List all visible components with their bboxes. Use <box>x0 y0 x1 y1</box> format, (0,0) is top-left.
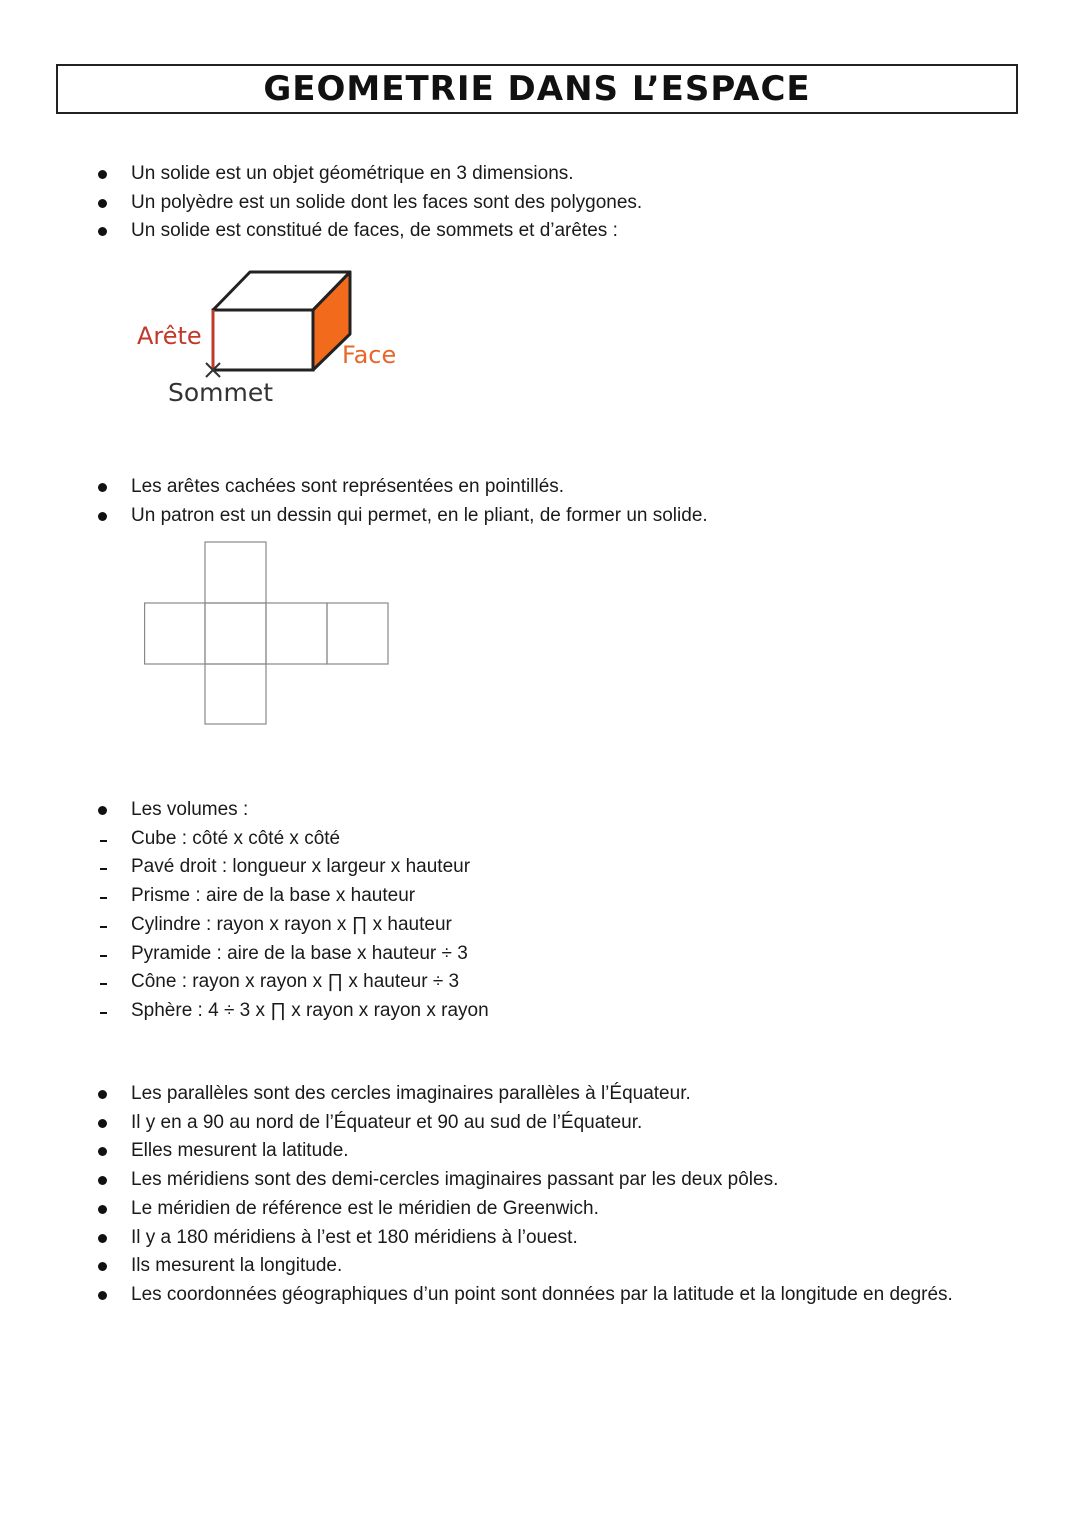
net-square <box>145 603 205 664</box>
volume-formula: Cône : rayon x rayon x ∏ x hauteur ÷ 3 <box>0 968 489 997</box>
net-square <box>327 603 388 664</box>
cube-figure <box>130 262 430 422</box>
list-item: Un polyèdre est un solide dont les faces sont des polygones. <box>0 189 642 218</box>
list-item: Les parallèles sont des cercles imaginaires parallèles à l’Équateur. <box>0 1080 953 1109</box>
cube-front-face <box>213 310 313 370</box>
net-square <box>205 603 266 664</box>
page-title: GEOMETRIE DANS L’ESPACE <box>263 69 811 109</box>
list-item: Un patron est un dessin qui permet, en le pliant, de former un solide. <box>0 502 708 531</box>
list-item: Un solide est constitué de faces, de sommets et d’arêtes : <box>0 217 642 246</box>
cube-net-drawing <box>144 541 389 725</box>
list-item: Il y a 180 méridiens à l’est et 180 méridiens à l’ouest. <box>0 1224 953 1253</box>
list-item: Elles mesurent la latitude. <box>0 1137 953 1166</box>
volume-formula: Cylindre : rayon x rayon x ∏ x hauteur <box>0 911 489 940</box>
cube-net <box>144 541 389 725</box>
intro-list <box>0 160 642 246</box>
hidden-edges-list <box>0 473 708 530</box>
volume-formula: Pavé droit : longueur x largeur x hauteur <box>0 853 489 882</box>
list-item: Ils mesurent la longitude. <box>0 1252 953 1281</box>
net-square <box>266 603 327 664</box>
net-square <box>205 664 266 724</box>
volume-formula: Sphère : 4 ÷ 3 x ∏ x rayon x rayon x rayon <box>0 997 489 1026</box>
title-box <box>56 64 1018 114</box>
geography-list <box>0 1080 953 1310</box>
list-item: Les méridiens sont des demi-cercles imaginaires passant par les deux pôles. <box>0 1166 953 1195</box>
list-item: Les arêtes cachées sont représentées en pointillés. <box>0 473 708 502</box>
volume-formula: Prisme : aire de la base x hauteur <box>0 882 489 911</box>
volume-formula: Cube : côté x côté x côté <box>0 825 489 854</box>
volume-formula: Pyramide : aire de la base x hauteur ÷ 3 <box>0 940 489 969</box>
arete-label: Arête <box>137 322 202 350</box>
volumes-list <box>0 796 489 1026</box>
volumes-heading: Les volumes : <box>0 796 489 825</box>
face-label: Face <box>342 341 397 369</box>
list-item: Le méridien de référence est le méridien de Greenwich. <box>0 1195 953 1224</box>
list-item: Il y en a 90 au nord de l’Équateur et 90 au sud de l’Équateur. <box>0 1109 953 1138</box>
sommet-label: Sommet <box>168 378 274 407</box>
list-item: Un solide est un objet géométrique en 3 dimensions. <box>0 160 642 189</box>
net-square <box>205 542 266 603</box>
list-item: Les coordonnées géographiques d’un point sont données par la latitude et la longitude en degrés. <box>0 1281 953 1310</box>
